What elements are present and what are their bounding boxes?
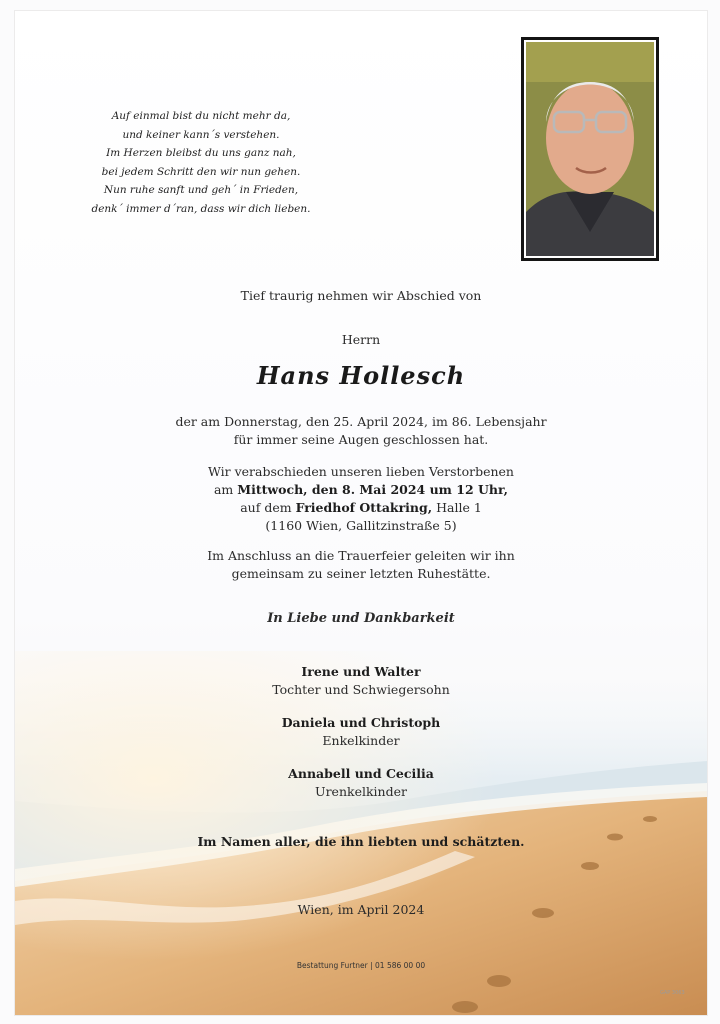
mourner-names [15,714,707,732]
salutation: Herrn [341,332,381,347]
closing-line [15,833,707,851]
place-date: Wien, im April 2024 [297,902,425,917]
funeral-date: Mittwoch, den 8. Mai 2024 um 12 Uhr, [237,482,509,497]
funeral-date-prefix: am [213,482,238,497]
mourner-names [15,663,707,681]
death-line: für immer seine Augen geschlossen hat. [233,432,489,447]
poem-line: bei jedem Schritt den wir nun gehen. [101,165,301,178]
mourner-relation: Enkelkinder [322,733,400,748]
funeral-hall: Halle 1 [432,500,482,515]
poem [51,107,351,218]
deceased-name: Hans Hollesch [256,361,466,390]
funeral-line: Wir verabschieden unseren lieben Verstorbenen [208,464,514,479]
undertaker-info: Bestattung Furtner | 01 586 00 00 [296,961,426,970]
mourner-names-text: Daniela und Christoph [281,715,441,730]
funeral-location-prefix: auf dem [240,500,296,515]
mourner-group [15,714,707,750]
funeral-location: Friedhof Ottakring, [295,500,433,515]
template-code: GAP 3063 [660,990,685,996]
mourner-relation: Tochter und Schwiegersohn [272,682,450,697]
obituary-sheet [14,10,708,1016]
funeral-details [15,463,707,535]
funeral-address: (1160 Wien, Gallitzinstraße 5) [265,518,457,533]
burial-line: Im Anschluss an die Trauerfeier geleiten wir ihn [207,548,515,563]
mourner-group [15,765,707,801]
mourner-group [15,663,707,699]
death-notice [15,413,707,449]
death-line: der am Donnerstag, den 25. April 2024, im 86. Lebensjahr [175,414,547,429]
mourner-names [15,765,707,783]
closing-text: Im Namen aller, die ihn liebten und schätzten. [197,834,525,849]
portrait-frame [521,37,659,261]
mourner-names-text: Irene und Walter [301,664,421,679]
mourner-names-text: Annabell und Cecilia [288,766,434,781]
funeral-location-line [15,499,707,517]
poem-line: Auf einmal bist du nicht mehr da, [111,110,291,122]
mourner-relation: Urenkelkinder [315,784,407,799]
poem-line: denk´ immer d´ran, dass wir dich lieben. [91,202,311,215]
burial-notice [15,547,707,583]
poem-line: und keiner kann´s verstehen. [122,128,280,141]
poem-line: Im Herzen bleibst du uns ganz nah, [106,147,296,159]
intro-text: Tief traurig nehmen wir Abschied von [240,288,482,303]
portrait-photo [526,42,654,256]
burial-line: gemeinsam zu seiner letzten Ruhestätte. [231,566,491,581]
gratitude-heading: In Liebe und Dankbarkeit [267,611,455,626]
poem-line: Nun ruhe sanft und geh´ in Frieden, [103,184,299,196]
funeral-date-line [15,481,707,499]
